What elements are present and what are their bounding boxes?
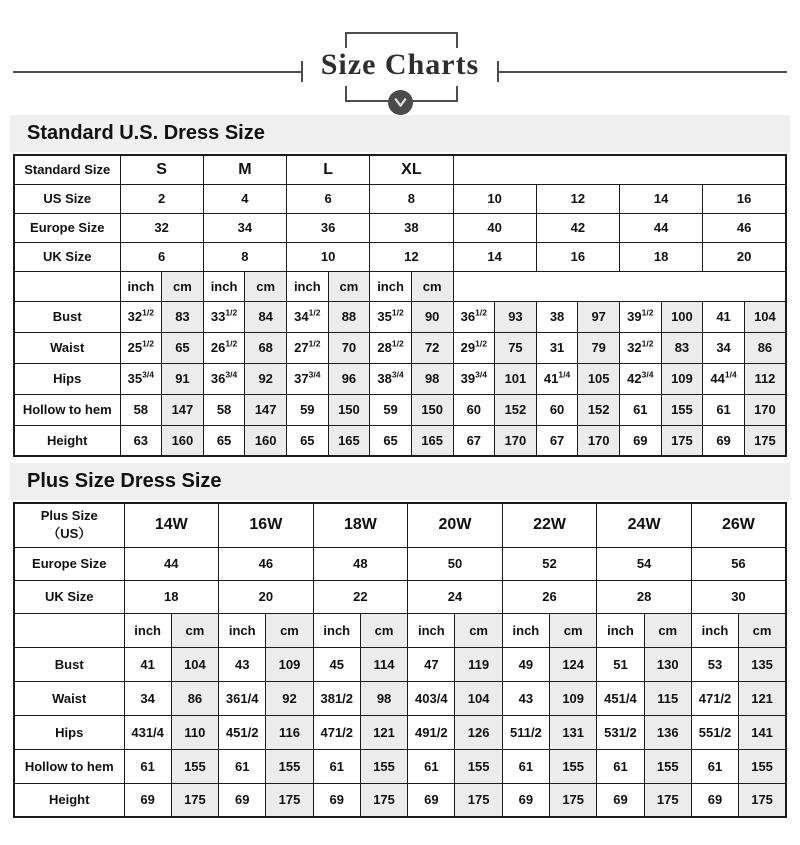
size-value-cell: 16 — [703, 184, 786, 213]
measurement-cell: $25^{1/2}$ — [120, 332, 162, 363]
measurement-cell: 110 — [171, 715, 218, 749]
unit-inch-cell: inch — [502, 613, 549, 647]
row-label: Bust — [14, 647, 124, 681]
measurement-cell: 175 — [644, 783, 691, 817]
measurement-cell: 83 — [162, 301, 204, 332]
measurement-cell: 152 — [495, 394, 537, 425]
row-label: Height — [14, 783, 124, 817]
measurement-cell: 155 — [455, 749, 502, 783]
measurement-cell: 170 — [578, 425, 620, 456]
measurement-cell: 147 — [245, 394, 287, 425]
measurement-cell: 69 — [313, 783, 360, 817]
measurement-cell: 61 — [620, 394, 662, 425]
measurement-cell: 150 — [411, 394, 453, 425]
measurement-cell: $28^{1/2}$ — [370, 332, 412, 363]
measurement-cell: 69 — [408, 783, 455, 817]
row-label: Hips — [14, 363, 120, 394]
size-value-cell: 30 — [691, 580, 786, 613]
measurement-cell: 170 — [744, 394, 786, 425]
row-label: Height — [14, 425, 120, 456]
size-value-cell: 6 — [287, 184, 370, 213]
section-heading-plus: Plus Size Dress Size — [10, 463, 790, 500]
measurement-cell: 69 — [620, 425, 662, 456]
size-value-cell: 46 — [219, 547, 314, 580]
measurement-cell: 60 — [536, 394, 578, 425]
measurement-cell: $38^{3/4}$ — [370, 363, 412, 394]
table-row — [14, 503, 786, 547]
measurement-cell: 68 — [245, 332, 287, 363]
table-row — [14, 242, 786, 271]
table-row — [14, 580, 786, 613]
measurement-cell: 90 — [411, 301, 453, 332]
size-value-cell: 48 — [313, 547, 408, 580]
measurement-cell: 38 — [536, 301, 578, 332]
table-row — [14, 715, 786, 749]
measurement-cell: 69 — [124, 783, 171, 817]
unit-cm-cell: cm — [266, 613, 313, 647]
unit-cm-cell: cm — [455, 613, 502, 647]
table-row — [14, 184, 786, 213]
measurement-cell: $39^{1/2}$ — [620, 301, 662, 332]
unit-inch-cell: inch — [219, 613, 266, 647]
size-value-cell: 2 — [120, 184, 203, 213]
empty-corner-cell — [14, 271, 120, 301]
unit-cm-cell: cm — [360, 613, 407, 647]
measurement-cell: 155 — [739, 749, 786, 783]
measurement-cell: $36^{1/2}$ — [453, 301, 495, 332]
measurement-cell: 121 — [739, 681, 786, 715]
measurement-cell: 61 — [597, 749, 644, 783]
size-value-cell: 22 — [313, 580, 408, 613]
row-label: Europe Size — [14, 547, 124, 580]
row-sublabel: （US） — [47, 526, 92, 542]
measurement-cell: 105 — [578, 363, 620, 394]
size-group-cell: XL — [370, 155, 453, 184]
measurement-cell: 403/4 — [408, 681, 455, 715]
plus-size-table — [13, 502, 787, 818]
table-row — [14, 271, 786, 301]
measurement-cell: 65 — [370, 425, 412, 456]
table-row — [14, 332, 786, 363]
measurement-cell: $32^{1/2}$ — [620, 332, 662, 363]
measurement-cell: 124 — [550, 647, 597, 681]
measurement-cell: 155 — [266, 749, 313, 783]
table-row — [14, 394, 786, 425]
unit-cm-cell: cm — [411, 271, 453, 301]
measurement-cell: $37^{3/4}$ — [287, 363, 329, 394]
size-value-cell: 18 — [620, 242, 703, 271]
measurement-cell: 97 — [578, 301, 620, 332]
row-label: Hollow to hem — [14, 394, 120, 425]
unit-inch-cell: inch — [313, 613, 360, 647]
size-value-cell: 54 — [597, 547, 692, 580]
size-value-cell: 42 — [536, 213, 619, 242]
size-group-cell: 22W — [502, 503, 597, 547]
measurement-cell: 98 — [360, 681, 407, 715]
measurement-cell: 53 — [691, 647, 738, 681]
measurement-cell: 34 — [124, 681, 171, 715]
measurement-cell: 381/2 — [313, 681, 360, 715]
table-row — [14, 613, 786, 647]
row-label: US Size — [14, 184, 120, 213]
measurement-cell: 70 — [328, 332, 370, 363]
measurement-cell: $33^{1/2}$ — [203, 301, 245, 332]
measurement-cell: 65 — [203, 425, 245, 456]
measurement-cell: 84 — [245, 301, 287, 332]
measurement-cell: 116 — [266, 715, 313, 749]
size-value-cell: 16 — [536, 242, 619, 271]
measurement-cell: 135 — [739, 647, 786, 681]
size-value-cell: 8 — [203, 242, 286, 271]
unit-cm-cell: cm — [245, 271, 287, 301]
measurement-cell: 104 — [744, 301, 786, 332]
measurement-cell: 83 — [661, 332, 703, 363]
size-value-cell: 28 — [597, 580, 692, 613]
measurement-cell: 86 — [744, 332, 786, 363]
row-label: Standard Size — [14, 155, 120, 184]
row-label: UK Size — [14, 580, 124, 613]
measurement-cell: 100 — [661, 301, 703, 332]
measurement-cell: 43 — [219, 647, 266, 681]
measurement-cell: 175 — [739, 783, 786, 817]
measurement-cell: 93 — [495, 301, 537, 332]
table-row — [14, 681, 786, 715]
row-label: Plus Size （US） — [14, 503, 124, 547]
measurement-cell: 61 — [691, 749, 738, 783]
unit-inch-cell: inch — [691, 613, 738, 647]
size-charts-header — [0, 0, 800, 115]
unit-cm-cell: cm — [739, 613, 786, 647]
measurement-cell: 49 — [502, 647, 549, 681]
unit-cm-cell: cm — [550, 613, 597, 647]
measurement-cell: 155 — [661, 394, 703, 425]
unit-cm-cell: cm — [162, 271, 204, 301]
measurement-cell: 155 — [550, 749, 597, 783]
table-row — [14, 213, 786, 242]
measurement-cell: 119 — [455, 647, 502, 681]
size-group-cell: 26W — [691, 503, 786, 547]
table-row — [14, 749, 786, 783]
row-label: UK Size — [14, 242, 120, 271]
size-value-cell: 40 — [453, 213, 536, 242]
size-value-cell: 12 — [536, 184, 619, 213]
measurement-cell: 60 — [453, 394, 495, 425]
size-group-cell: S — [120, 155, 203, 184]
standard-size-table — [13, 154, 787, 457]
measurement-cell: 101 — [495, 363, 537, 394]
size-value-cell: 26 — [502, 580, 597, 613]
measurement-cell: 112 — [744, 363, 786, 394]
measurement-cell: 136 — [644, 715, 691, 749]
bracket-top-decoration — [345, 32, 458, 48]
size-value-cell: 50 — [408, 547, 503, 580]
size-value-cell: 10 — [287, 242, 370, 271]
unit-inch-cell: inch — [370, 271, 412, 301]
measurement-cell: $29^{1/2}$ — [453, 332, 495, 363]
measurement-cell: 91 — [162, 363, 204, 394]
measurement-cell: 69 — [691, 783, 738, 817]
size-value-cell: 6 — [120, 242, 203, 271]
table-row — [14, 155, 786, 184]
measurement-cell: 471/2 — [691, 681, 738, 715]
unit-cm-cell: cm — [171, 613, 218, 647]
decorative-line-right — [499, 71, 787, 73]
size-value-cell: 8 — [370, 184, 453, 213]
measurement-cell: $44^{1/4}$ — [703, 363, 745, 394]
measurement-cell: 175 — [171, 783, 218, 817]
size-group-cell: M — [203, 155, 286, 184]
measurement-cell: 43 — [502, 681, 549, 715]
measurement-cell: 59 — [287, 394, 329, 425]
table-row — [14, 363, 786, 394]
measurement-cell: 69 — [597, 783, 644, 817]
row-label: Europe Size — [14, 213, 120, 242]
measurement-cell: 451/2 — [219, 715, 266, 749]
measurement-cell: 61 — [703, 394, 745, 425]
measurement-cell: 104 — [455, 681, 502, 715]
measurement-cell: 58 — [120, 394, 162, 425]
row-label: Hollow to hem — [14, 749, 124, 783]
size-value-cell: 38 — [370, 213, 453, 242]
measurement-cell: 451/4 — [597, 681, 644, 715]
measurement-cell: 361/4 — [219, 681, 266, 715]
unit-inch-cell: inch — [203, 271, 245, 301]
measurement-cell: 491/2 — [408, 715, 455, 749]
unit-inch-cell: inch — [120, 271, 162, 301]
measurement-cell: 75 — [495, 332, 537, 363]
unit-cm-cell: cm — [328, 271, 370, 301]
measurement-cell: 109 — [661, 363, 703, 394]
row-label: Bust — [14, 301, 120, 332]
measurement-cell: 175 — [266, 783, 313, 817]
measurement-cell: $34^{1/2}$ — [287, 301, 329, 332]
table-row — [14, 425, 786, 456]
size-value-cell: 12 — [370, 242, 453, 271]
measurement-cell: 147 — [162, 394, 204, 425]
measurement-cell: 155 — [171, 749, 218, 783]
measurement-cell: 96 — [328, 363, 370, 394]
measurement-cell: $26^{1/2}$ — [203, 332, 245, 363]
measurement-cell: 41 — [703, 301, 745, 332]
measurement-cell: 165 — [411, 425, 453, 456]
size-value-cell: 34 — [203, 213, 286, 242]
measurement-cell: $39^{3/4}$ — [453, 363, 495, 394]
row-label: Waist — [14, 332, 120, 363]
measurement-cell: 175 — [455, 783, 502, 817]
size-value-cell: 46 — [703, 213, 786, 242]
size-group-cell: 24W — [597, 503, 692, 547]
measurement-cell: 155 — [644, 749, 691, 783]
unit-cm-cell: cm — [644, 613, 691, 647]
section-heading-standard: Standard U.S. Dress Size — [10, 115, 790, 152]
measurement-cell: 67 — [536, 425, 578, 456]
measurement-cell: 175 — [550, 783, 597, 817]
measurement-cell: 72 — [411, 332, 453, 363]
size-value-cell: 44 — [124, 547, 219, 580]
measurement-cell: 126 — [455, 715, 502, 749]
size-value-cell: 18 — [124, 580, 219, 613]
measurement-cell: 61 — [502, 749, 549, 783]
measurement-cell: 109 — [550, 681, 597, 715]
size-group-cell: 16W — [219, 503, 314, 547]
unit-inch-cell: inch — [408, 613, 455, 647]
measurement-cell: 175 — [744, 425, 786, 456]
measurement-cell: 165 — [328, 425, 370, 456]
measurement-cell: $36^{3/4}$ — [203, 363, 245, 394]
measurement-cell: 69 — [219, 783, 266, 817]
measurement-cell: 61 — [313, 749, 360, 783]
measurement-cell: 175 — [661, 425, 703, 456]
measurement-cell: $32^{1/2}$ — [120, 301, 162, 332]
measurement-cell: 130 — [644, 647, 691, 681]
measurement-cell: $35^{3/4}$ — [120, 363, 162, 394]
measurement-cell: 67 — [453, 425, 495, 456]
measurement-cell: 31 — [536, 332, 578, 363]
size-value-cell: 56 — [691, 547, 786, 580]
measurement-cell: 511/2 — [502, 715, 549, 749]
measurement-cell: 114 — [360, 647, 407, 681]
size-group-cell: 18W — [313, 503, 408, 547]
size-value-cell: 4 — [203, 184, 286, 213]
measurement-cell: 150 — [328, 394, 370, 425]
measurement-cell: $42^{3/4}$ — [620, 363, 662, 394]
size-value-cell: 44 — [620, 213, 703, 242]
measurement-cell: 98 — [411, 363, 453, 394]
measurement-cell: $35^{1/2}$ — [370, 301, 412, 332]
size-value-cell: 32 — [120, 213, 203, 242]
measurement-cell: 121 — [360, 715, 407, 749]
measurement-cell: 170 — [495, 425, 537, 456]
measurement-cell: 34 — [703, 332, 745, 363]
measurement-cell: 59 — [370, 394, 412, 425]
measurement-cell: 92 — [266, 681, 313, 715]
size-value-cell: 36 — [287, 213, 370, 242]
measurement-cell: 47 — [408, 647, 455, 681]
table-row — [14, 547, 786, 580]
measurement-cell: 531/2 — [597, 715, 644, 749]
chevron-down-icon — [388, 90, 413, 115]
measurement-cell: 551/2 — [691, 715, 738, 749]
table-row — [14, 301, 786, 332]
measurement-cell: 65 — [287, 425, 329, 456]
measurement-cell: 92 — [245, 363, 287, 394]
measurement-cell: 63 — [120, 425, 162, 456]
measurement-cell: 160 — [162, 425, 204, 456]
measurement-cell: 41 — [124, 647, 171, 681]
measurement-cell: 471/2 — [313, 715, 360, 749]
measurement-cell: 61 — [219, 749, 266, 783]
size-value-cell: 52 — [502, 547, 597, 580]
measurement-cell: 175 — [360, 783, 407, 817]
row-label: Hips — [14, 715, 124, 749]
measurement-cell: 65 — [162, 332, 204, 363]
size-group-cell: 20W — [408, 503, 503, 547]
measurement-cell: 58 — [203, 394, 245, 425]
measurement-cell: 45 — [313, 647, 360, 681]
unit-inch-cell: inch — [124, 613, 171, 647]
measurement-cell: 79 — [578, 332, 620, 363]
size-value-cell: 14 — [620, 184, 703, 213]
measurement-cell: 61 — [124, 749, 171, 783]
measurement-cell: 69 — [703, 425, 745, 456]
measurement-cell: 61 — [408, 749, 455, 783]
measurement-cell: 431/4 — [124, 715, 171, 749]
measurement-cell: 141 — [739, 715, 786, 749]
measurement-cell: $41^{1/4}$ — [536, 363, 578, 394]
page-title: Size Charts — [320, 48, 480, 81]
size-value-cell: 20 — [703, 242, 786, 271]
size-value-cell: 14 — [453, 242, 536, 271]
unit-inch-cell: inch — [287, 271, 329, 301]
measurement-cell: 51 — [597, 647, 644, 681]
table-row — [14, 647, 786, 681]
measurement-cell: 160 — [245, 425, 287, 456]
size-group-cell: 14W — [124, 503, 219, 547]
measurement-cell: 86 — [171, 681, 218, 715]
measurement-cell: 131 — [550, 715, 597, 749]
row-label: Waist — [14, 681, 124, 715]
measurement-cell: $27^{1/2}$ — [287, 332, 329, 363]
unit-inch-cell: inch — [597, 613, 644, 647]
table-row — [14, 783, 786, 817]
size-value-cell: 20 — [219, 580, 314, 613]
size-value-cell: 24 — [408, 580, 503, 613]
measurement-cell: 88 — [328, 301, 370, 332]
size-group-cell: L — [287, 155, 370, 184]
measurement-cell: 109 — [266, 647, 313, 681]
measurement-cell: 155 — [360, 749, 407, 783]
empty-corner-cell — [14, 613, 124, 647]
measurement-cell: 69 — [502, 783, 549, 817]
measurement-cell: 104 — [171, 647, 218, 681]
measurement-cell: 152 — [578, 394, 620, 425]
measurement-cell: 115 — [644, 681, 691, 715]
size-value-cell: 10 — [453, 184, 536, 213]
